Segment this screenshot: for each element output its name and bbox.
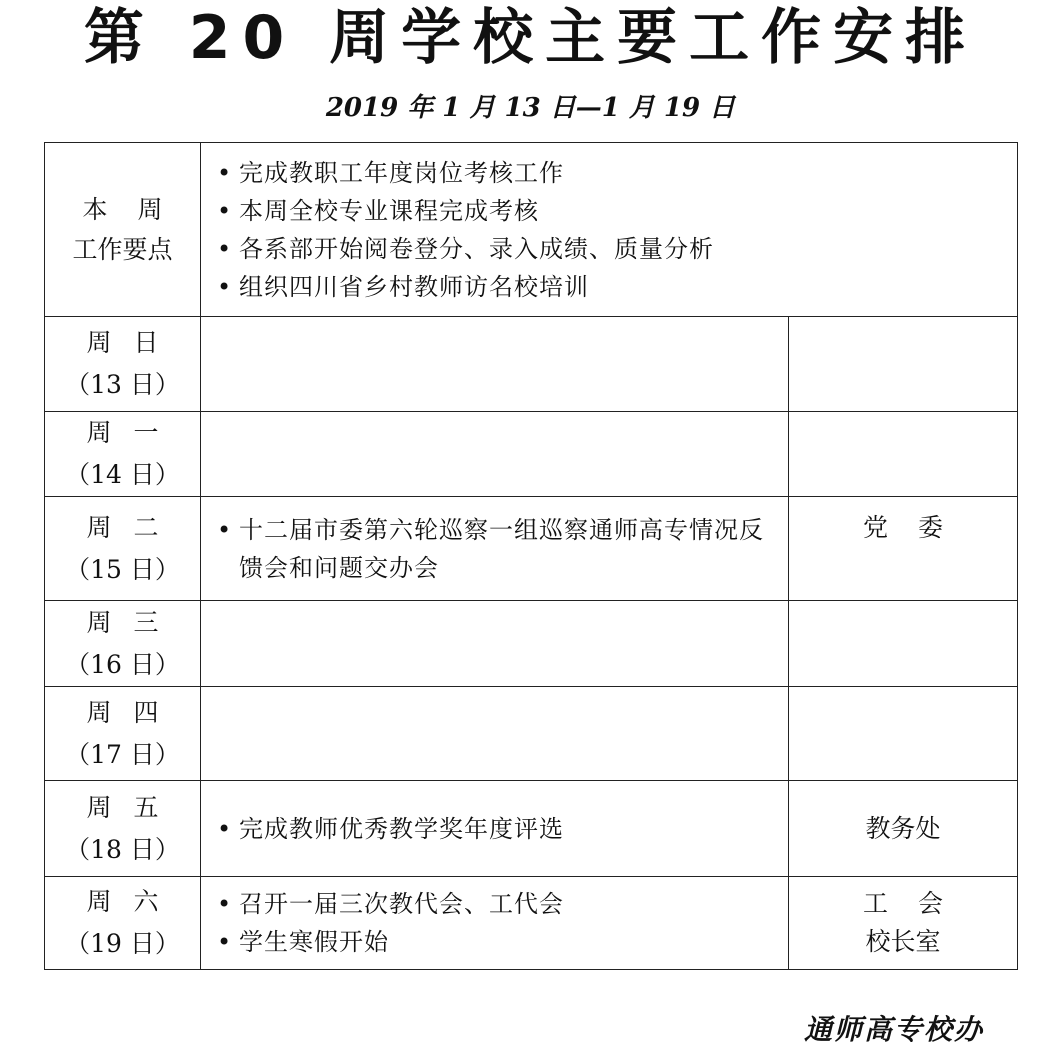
list-item <box>217 230 1017 268</box>
list-item <box>217 268 1017 306</box>
day-name: 周六 <box>86 887 181 916</box>
bullet-icon: • <box>217 515 233 544</box>
day-name: 周日 <box>86 328 181 357</box>
day-name: 周四 <box>86 697 181 727</box>
list-item-text: 各系部开始阅卷登分、录入成绩、质量分析 <box>239 234 714 263</box>
list-item-text: 完成教师优秀教学奖年度评选 <box>239 814 564 843</box>
day-items-cell <box>201 781 789 877</box>
bullet-icon: • <box>217 928 233 956</box>
key-points-label-line2: 工作要点 <box>72 234 173 264</box>
department-cell <box>789 317 1018 412</box>
day-items-cell <box>201 601 789 687</box>
list-item <box>217 192 1017 230</box>
list-item <box>217 923 788 961</box>
day-date: （19 日） <box>65 929 180 958</box>
department-cell <box>789 687 1018 781</box>
list-item-text: 召开一届三次教代会、工代会 <box>239 890 564 918</box>
day-name: 周二 <box>86 512 181 542</box>
table-row <box>45 497 1018 601</box>
day-date: （15 日） <box>65 554 180 584</box>
day-date: （17 日） <box>65 739 180 769</box>
list-item-text: 十二届市委第六轮巡察一组巡察通师高专情况反馈会和问题交办会 <box>239 515 764 582</box>
department-name: 校长室 <box>865 927 941 956</box>
day-name: 周三 <box>86 607 181 637</box>
list-item-text: 本周全校专业课程完成考核 <box>239 196 539 225</box>
list-item-text: 组织四川省乡村教师访名校培训 <box>239 272 589 301</box>
department-cell <box>789 601 1018 687</box>
office-signature: 通师高专校办 <box>804 1013 985 1046</box>
bullet-icon: • <box>217 158 233 187</box>
department-cell <box>789 412 1018 497</box>
day-items-cell <box>201 687 789 781</box>
key-points-label-line1: 本周 <box>82 194 193 224</box>
list-item <box>217 810 788 848</box>
day-cell <box>45 781 201 877</box>
bullet-icon: • <box>217 814 233 843</box>
list-item-text: 学生寒假开始 <box>239 928 389 956</box>
day-items-list <box>201 885 788 961</box>
table-row <box>45 781 1018 877</box>
day-items-cell <box>201 317 789 412</box>
day-date: （14 日） <box>65 460 180 489</box>
day-date: （16 日） <box>65 649 180 679</box>
list-item-text: 完成教职工年度岗位考核工作 <box>239 158 564 187</box>
bullet-icon: • <box>217 890 233 918</box>
bullet-icon: • <box>217 234 233 263</box>
day-items-cell <box>201 877 789 970</box>
table-row <box>45 687 1018 781</box>
day-items-cell <box>201 412 789 497</box>
day-name: 周五 <box>86 792 181 822</box>
department-cell <box>789 497 1018 601</box>
department-cell <box>789 781 1018 877</box>
day-cell <box>45 317 201 412</box>
table-row <box>45 601 1018 687</box>
page-title: 第 20 周学校主要工作安排 <box>83 3 978 73</box>
day-items-cell <box>201 497 789 601</box>
key-points-row <box>45 143 1018 317</box>
date-range: 2019 年 1 月 13 日—1 月 19 日 <box>325 93 736 123</box>
department-name: 工会 <box>862 889 973 918</box>
day-cell <box>45 687 201 781</box>
day-cell <box>45 497 201 601</box>
department-cell <box>789 877 1018 970</box>
key-points-list <box>201 154 1017 306</box>
day-items-list <box>201 511 788 587</box>
day-date: （18 日） <box>65 834 180 864</box>
table-row <box>45 877 1018 970</box>
day-name: 周一 <box>86 418 181 447</box>
day-items-list <box>201 810 788 848</box>
day-cell <box>45 412 201 497</box>
key-points-label <box>45 143 201 317</box>
schedule-table <box>44 142 1018 970</box>
department-name: 教务处 <box>865 813 941 843</box>
bullet-icon: • <box>217 196 233 225</box>
day-date: （13 日） <box>65 370 180 399</box>
day-cell <box>45 601 201 687</box>
table-row <box>45 412 1018 497</box>
list-item <box>217 885 788 923</box>
key-points-content <box>201 143 1018 317</box>
day-cell <box>45 877 201 970</box>
table-row <box>45 317 1018 412</box>
list-item <box>217 154 1017 192</box>
list-item <box>217 511 788 587</box>
department-name: 党委 <box>862 513 973 542</box>
bullet-icon: • <box>217 272 233 301</box>
